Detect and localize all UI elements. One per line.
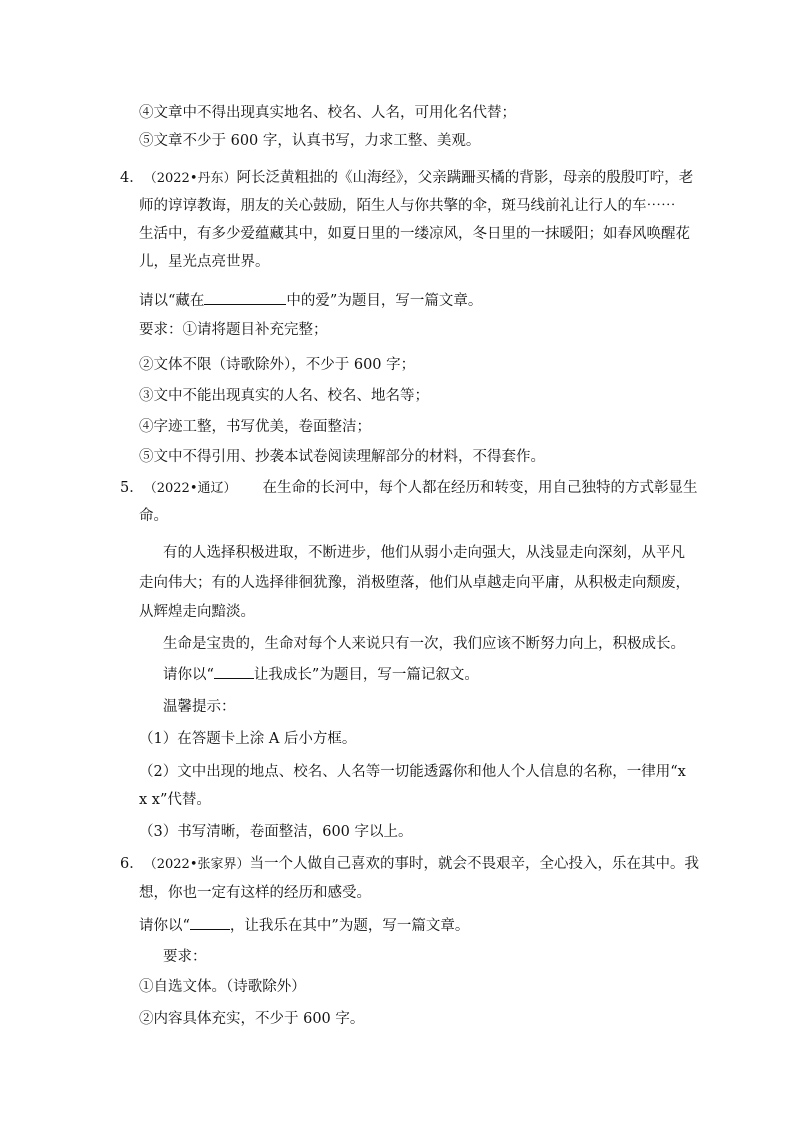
question-5-line-3: 有的人选择积极进取，不断进步，他们从弱小走向强大，从浅显走向深刻，从平凡 (163, 545, 685, 561)
question-5-tip-2-cont: x x”代替。 (139, 792, 211, 808)
question-5-line-2: 命。 (139, 508, 168, 524)
question-6-line-2: 想，你也一定有这样的经历和感受。 (139, 885, 371, 901)
requirement-5: ⑤文章不少于 600 字，认真书写，力求工整、美观。 (139, 133, 481, 149)
question-5-line-1: 5．（2022•通辽） 在生命的长河中，每个人都在经历和转变，用自己独特的方式彰显生 (120, 480, 698, 496)
question-6-line-1: 6．（2022•张家界）当一个人做自己喜欢的事时，就会不畏艰辛，全心投入，乐在其中。我 (120, 856, 699, 872)
question-5-tip-2: （2）文中出现的地点、校名、人名等一切能透露你和他人个人信息的名称，一律用“x (139, 764, 686, 780)
title-blank (214, 664, 254, 679)
question-4-req-5: ⑤文中不得引用、抄袭本试卷阅读理解部分的材料，不得套作。 (139, 449, 545, 465)
question-5-tips-heading: 温馨提示： (163, 699, 236, 715)
question-4-req-3: ③文中不能出现真实的人名、校名、地名等； (139, 388, 429, 404)
question-source: （2022•张家界） (143, 857, 250, 872)
question-source: （2022•丹东） (143, 171, 237, 186)
question-4-line-1: 4．（2022•丹东）阿长泛黄粗拙的《山海经》，父亲蹒跚买橘的背影，母亲的殷殷叮咛，老 (120, 170, 694, 186)
question-number: 5． (120, 480, 144, 496)
question-5-line-6: 生命是宝贵的，生命对每个人来说只有一次，我们应该不断努力向上，积极成长。 (163, 636, 685, 652)
question-5-tip-1: （1）在答题卡上涂 A 后小方框。 (139, 731, 357, 747)
question-5-title-prompt: 请你以“ 让我成长”为题目，写一篇记叙文。 (163, 664, 479, 684)
title-blank (204, 290, 286, 305)
question-number: 6． (120, 856, 144, 872)
question-5-line-4: 走向伟大；有的人选择徘徊犹豫，消极堕落，他们从卓越走向平庸，从积极走向颓废， (139, 575, 690, 591)
question-5-line-5: 从辉煌走向黯淡。 (139, 604, 255, 620)
question-4-line-2: 师的谆谆教诲，朋友的关心鼓励，陌生人与你共擎的伞，斑马线前礼让行人的车⋯⋯ (139, 198, 676, 214)
question-5-tip-3: （3）书写清晰，卷面整洁，600 字以上。 (139, 824, 413, 840)
question-6-req-1: ①自选文体。（诗歌除外） (139, 979, 306, 995)
question-source: （2022•通辽） (143, 481, 237, 496)
requirement-4: ④文章中不得出现真实地名、校名、人名，可用化名代替； (139, 105, 516, 121)
question-4-req-4: ④字迹工整，书写优美，卷面整洁； (139, 419, 371, 435)
question-number: 4． (120, 170, 144, 186)
question-6-req-2: ②内容具体充实，不少于 600 字。 (139, 1011, 365, 1027)
question-4-title-prompt: 请以“藏在 中的爱”为题目，写一篇文章。 (139, 290, 482, 310)
question-6-title-prompt: 请你以“ ，让我乐在其中”为题，写一篇文章。 (139, 915, 469, 935)
question-4-line-3: 生活中，有多少爱蕴藏其中，如夏日里的一缕凉风，冬日里的一抹暖阳；如春风唤醒花 (139, 226, 690, 242)
question-4-line-4: 儿，星光点亮世界。 (139, 254, 270, 270)
question-4-req-1: 要求：①请将题目补充完整； (139, 322, 328, 338)
title-blank (190, 915, 230, 930)
question-6-req-heading: 要求： (163, 949, 207, 965)
question-4-req-2: ②文体不限（诗歌除外），不少于 600 字； (139, 357, 416, 373)
